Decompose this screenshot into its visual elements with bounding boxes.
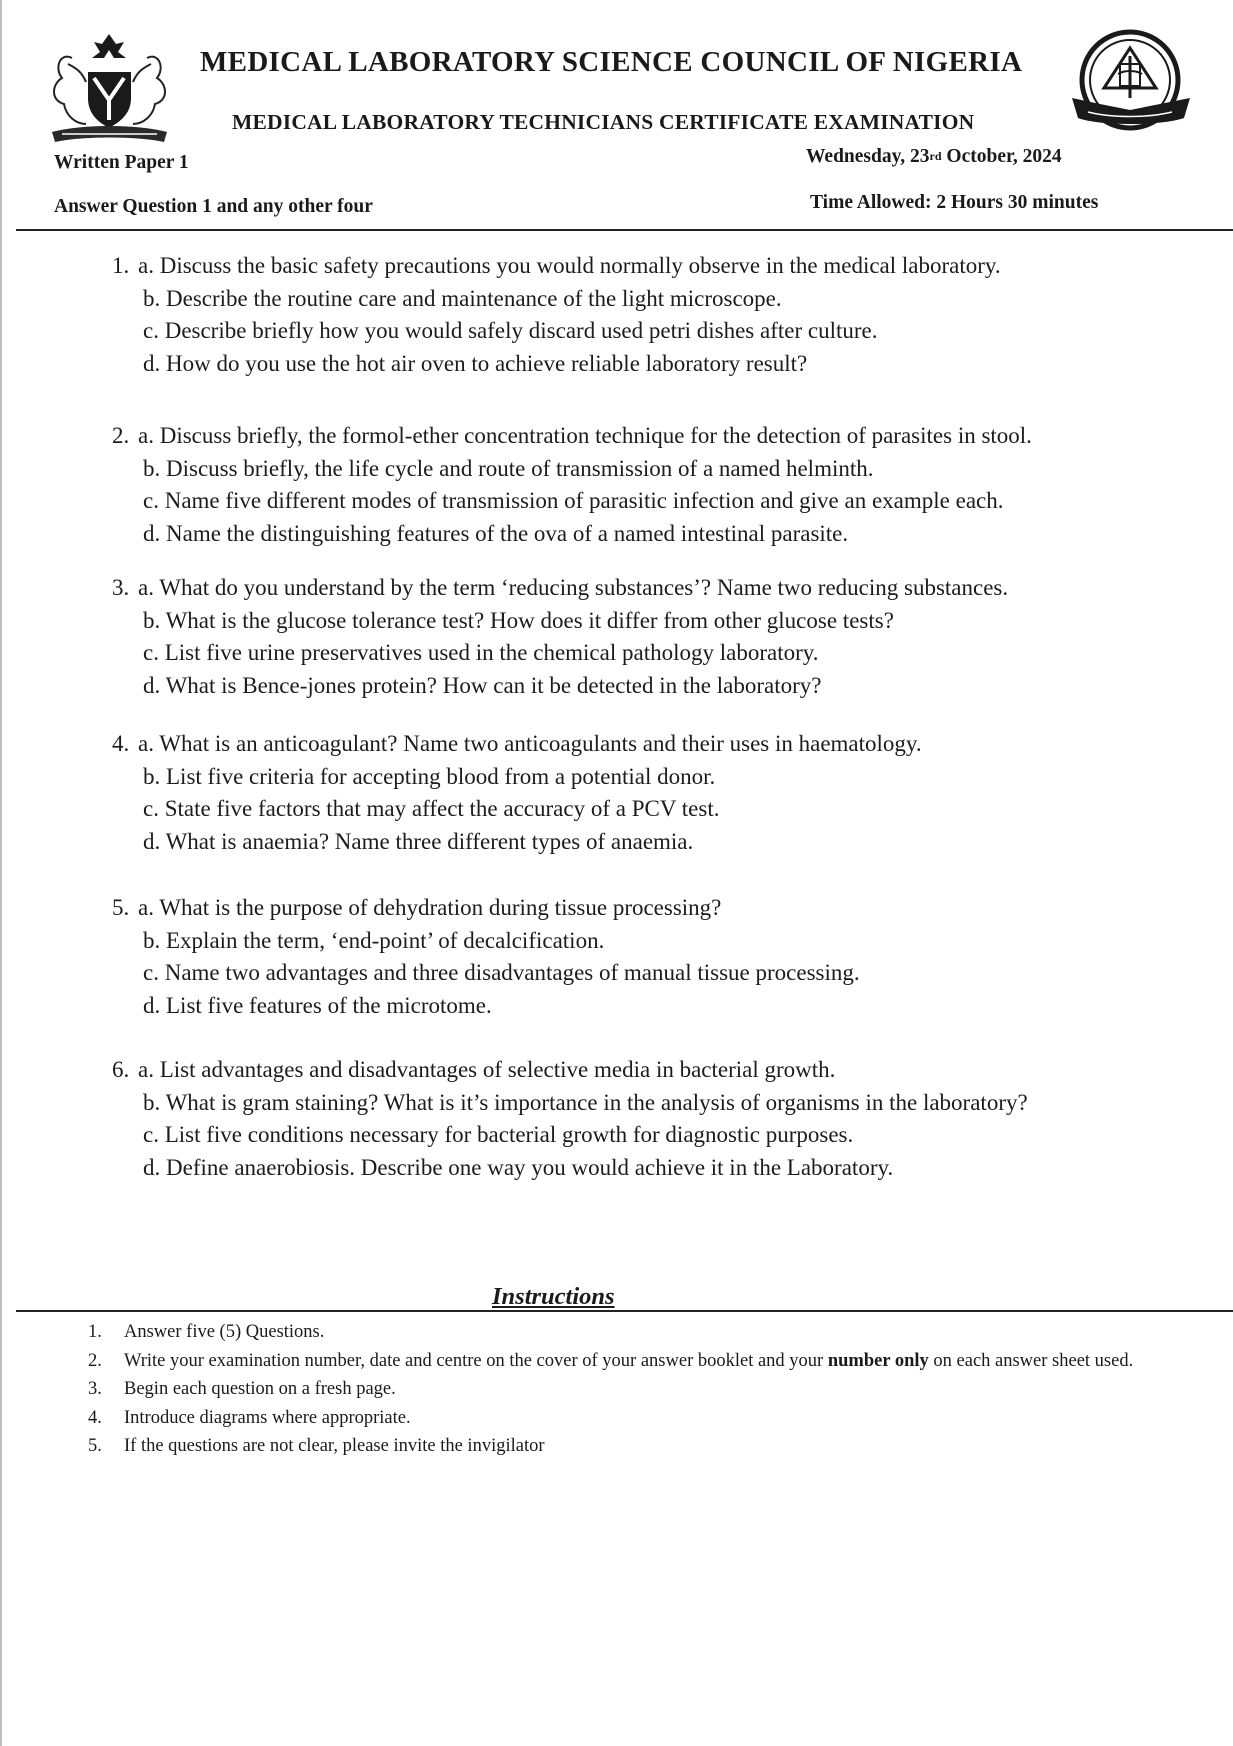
question-part: b. What is gram staining? What is it’s importance in the analysis of organisms in the laboratory? [143,1089,1028,1115]
question-part: c. Name five different modes of transmission of parasitic infection and give an example each. [143,488,1004,513]
exam-date [806,146,1062,168]
question-part: a. List advantages and disadvantages of selective media in bacterial growth. [138,1057,836,1082]
date-suffix: rd [929,149,942,163]
question-part: c. List five conditions necessary for bacterial growth for diagnostic purposes. [143,1122,854,1147]
date-day: Wednesday, 23 [806,146,930,167]
instruction-number: 3. [88,1379,102,1399]
question-number: 4. [112,731,130,756]
instruction-text-part: Write your examination number, date and centre on the cover of your answer booklet and your [124,1350,828,1371]
question-4 [0,728,1233,858]
instruction-number: 2. [88,1350,102,1371]
question-part: a. Discuss the basic safety precautions you would normally observe in the medical laboratory. [138,253,1001,278]
question-number: 1. [112,253,130,278]
question-part: d. Define anaerobiosis. Describe one way you would achieve it in the Laboratory. [143,1154,894,1180]
instruction-number: 1. [88,1322,102,1342]
instruction-text: If the questions are not clear, please invite the invigilator [124,1436,545,1456]
instruction-item [0,1318,1233,1347]
answer-note: Answer Question 1 and any other four [54,196,373,217]
question-6 [0,1054,1233,1184]
instruction-item [0,1404,1233,1433]
instructions-divider [16,1310,1233,1312]
question-part: b. Describe the routine care and maintenance of the light microscope. [143,285,782,311]
question-part: d. Name the distinguishing features of the ova of a named intestinal parasite. [143,520,849,546]
question-5 [0,892,1233,1022]
instruction-text: Introduce diagrams where appropriate. [124,1407,411,1428]
instructions-heading: Instructions [492,1283,615,1310]
instruction-text: Answer five (5) Questions. [124,1322,325,1342]
question-part: c. Describe briefly how you would safely discard used petri dishes after culture. [143,318,878,343]
question-number: 2. [112,423,130,448]
question-part: a. Discuss briefly, the formol-ether concentration technique for the detection of parasites in stool. [138,423,1032,448]
question-part: b. What is the glucose tolerance test? How does it differ from other glucose tests? [143,607,894,633]
instruction-text [124,1347,1204,1376]
question-number: 6. [112,1057,130,1082]
council-seal-logo [1066,26,1196,144]
question-1 [0,250,1233,380]
instruction-item [0,1432,1233,1461]
time-allowed: Time Allowed: 2 Hours 30 minutes [810,192,1099,213]
instructions-list [0,1318,1233,1461]
question-part: d. How do you use the hot air oven to achieve reliable laboratory result? [143,350,808,376]
paper-label: Written Paper 1 [54,152,189,173]
instruction-number: 4. [88,1407,102,1428]
question-part: b. Explain the term, ‘end-point’ of decalcification. [143,927,605,953]
question-part: a. What is the purpose of dehydration during tissue processing? [138,895,722,920]
instruction-text: Begin each question on a fresh page. [124,1379,396,1399]
question-part: a. What is an anticoagulant? Name two anticoagulants and their uses in haematology. [138,731,922,756]
question-part: c. List five urine preservatives used in the chemical pathology laboratory. [143,640,819,665]
coat-of-arms-logo [42,28,177,150]
question-number: 5. [112,895,130,920]
question-part: d. What is Bence-jones protein? How can it be detected in the laboratory? [143,672,822,698]
instruction-number: 5. [88,1436,102,1456]
date-rest: October, 2024 [941,146,1062,167]
question-part: d. What is anaemia? Name three different types of anaemia. [143,828,694,854]
question-part: c. State five factors that may affect the accuracy of a PCV test. [143,796,720,821]
question-part: a. What do you understand by the term ‘reducing substances’? Name two reducing substances. [138,575,1009,600]
question-2 [0,420,1233,550]
question-part: b. Discuss briefly, the life cycle and route of transmission of a named helminth. [143,455,874,481]
instruction-text-part: on each answer sheet used. [928,1350,1134,1371]
instruction-item [0,1375,1233,1404]
question-list [0,250,1233,1184]
question-part: d. List five features of the microtome. [143,992,492,1018]
exam-title: MEDICAL LABORATORY TECHNICIANS CERTIFICATE EXAMINATION [232,110,975,134]
instruction-item [0,1347,1233,1376]
question-part: b. List five criteria for accepting blood from a potential donor. [143,763,716,789]
council-title: MEDICAL LABORATORY SCIENCE COUNCIL OF NIGERIA [200,46,1023,78]
instruction-emphasis: number only [827,1350,929,1371]
header-divider [16,229,1233,231]
question-number: 3. [112,575,130,600]
question-3 [0,572,1233,702]
question-part: c. Name two advantages and three disadvantages of manual tissue processing. [143,960,860,985]
